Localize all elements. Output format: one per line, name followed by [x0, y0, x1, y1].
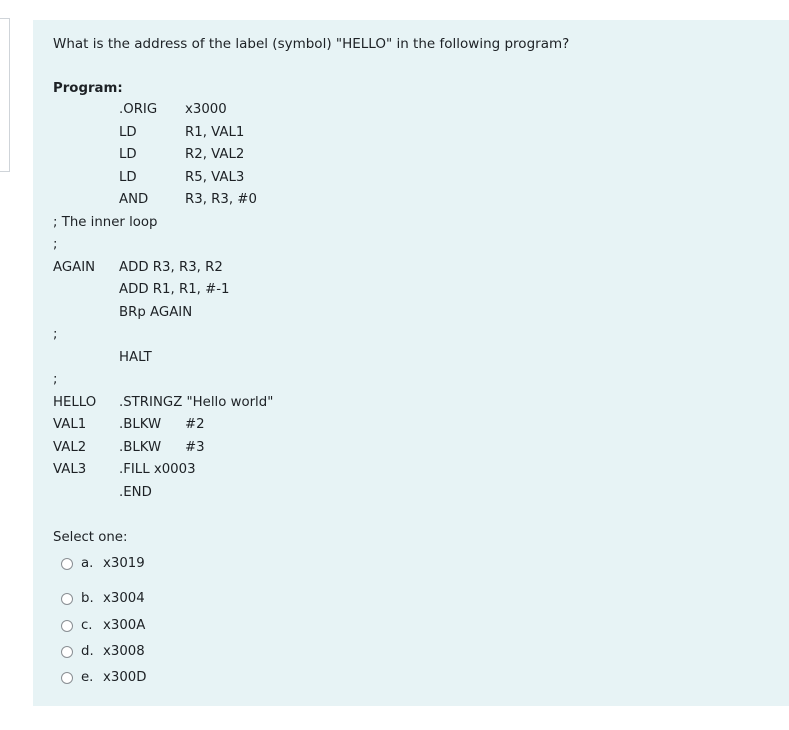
program-op: .BLKW: [119, 417, 162, 432]
question-text: What is the address of the label (symbol) "HELLO" in the following program?: [53, 36, 570, 52]
option-text[interactable]: x300D: [103, 670, 147, 685]
program-arg: R2, VAL2: [185, 147, 245, 162]
option-text[interactable]: x3019: [103, 556, 145, 571]
program-comment: ;: [53, 237, 58, 252]
option-letter: e.: [81, 670, 94, 685]
program-op: ADD R1, R1, #-1: [119, 282, 230, 297]
radio-button[interactable]: [61, 672, 73, 684]
program-label: Program:: [53, 81, 123, 96]
program-op: LD: [119, 170, 137, 185]
program-comment: ;: [53, 327, 58, 342]
option-letter: b.: [81, 591, 94, 606]
program-arg: R3, R3, #0: [185, 192, 257, 207]
radio-button[interactable]: [61, 593, 73, 605]
program-comment: ;: [53, 372, 58, 387]
program-op: LD: [119, 147, 137, 162]
program-op: LD: [119, 125, 137, 140]
option-letter: c.: [81, 618, 93, 633]
question-panel: [33, 20, 789, 706]
program-label-val3: VAL3: [53, 462, 87, 477]
program-op: HALT: [119, 350, 152, 365]
option-text[interactable]: x3004: [103, 591, 145, 606]
program-arg: R5, VAL3: [185, 170, 245, 185]
option-text[interactable]: x300A: [103, 618, 146, 633]
program-op: AND: [119, 192, 149, 207]
program-comment: ; The inner loop: [53, 215, 158, 230]
radio-button[interactable]: [61, 646, 73, 658]
program-op: .END: [119, 485, 152, 500]
program-op: .FILL x0003: [119, 462, 196, 477]
program-op: .STRINGZ "Hello world": [119, 395, 274, 410]
program-label-hello: HELLO: [53, 395, 97, 410]
program-arg: x3000: [185, 102, 227, 117]
program-op: .BLKW: [119, 440, 162, 455]
option-letter: d.: [81, 644, 94, 659]
program-label-again: AGAIN: [53, 260, 96, 275]
select-one-label: Select one:: [53, 530, 128, 545]
program-label-val1: VAL1: [53, 417, 87, 432]
program-op: .ORIG: [119, 102, 158, 117]
program-arg: #2: [185, 417, 205, 432]
option-text[interactable]: x3008: [103, 644, 145, 659]
program-op: BRp AGAIN: [119, 305, 193, 320]
radio-button[interactable]: [61, 620, 73, 632]
option-letter: a.: [81, 556, 94, 571]
program-op: ADD R3, R3, R2: [119, 260, 223, 275]
previous-panel-edge: [0, 18, 10, 172]
program-arg: R1, VAL1: [185, 125, 245, 140]
radio-button[interactable]: [61, 558, 73, 570]
program-arg: #3: [185, 440, 205, 455]
program-label-val2: VAL2: [53, 440, 87, 455]
